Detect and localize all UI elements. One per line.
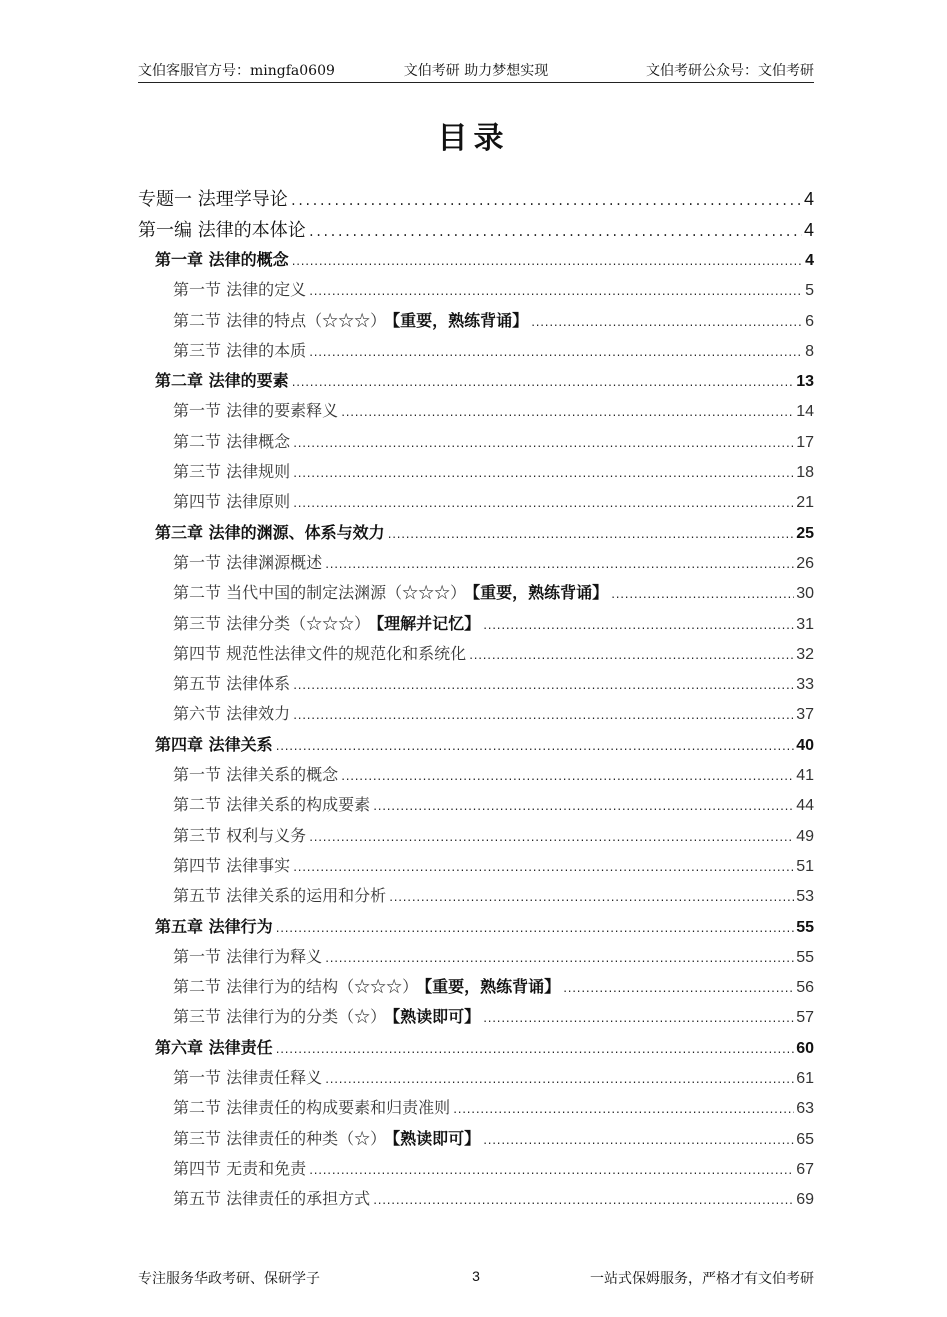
toc-page-number: 13 [796,373,814,391]
toc-page-number: 55 [796,948,814,966]
toc-entry[interactable] [138,1065,814,1095]
toc-entry-text: 第四章 法律关系 [155,734,273,754]
toc-page-number: 4 [803,220,814,240]
toc-entry-title [173,1126,480,1149]
toc-entry-text: 第三节 法律规则 [173,462,291,482]
dot-leader [340,772,794,783]
toc-entry[interactable] [138,671,814,701]
toc-entry[interactable] [138,883,814,913]
toc-page-number: 21 [796,494,814,512]
toc-page-number: 44 [796,797,814,815]
toc-entry-title [155,732,273,755]
toc-page-number: 18 [796,464,814,482]
toc-page-number: 30 [796,585,814,603]
dot-leader [372,802,794,813]
toc-entry-title [173,398,338,421]
toc-entry-title [155,520,385,543]
toc-entry[interactable] [138,277,814,307]
toc-entry-title [173,1095,450,1118]
toc-entry-text: 第三节 权利与义务 [173,825,307,845]
header-right-text: 文伯考研公众号：文伯考研 [646,63,814,79]
toc-entry-title [173,944,322,967]
toc-entry[interactable] [138,247,814,277]
toc-entry[interactable] [138,489,814,519]
dot-leader [275,1045,795,1056]
toc-entry-title [138,185,288,211]
dot-leader [324,954,794,965]
toc-page-number: 40 [796,736,814,754]
toc-entry-tag: 【熟读即可】 [392,1007,481,1027]
toc-entry-title [173,429,290,452]
dot-leader [308,833,794,844]
toc-page-number: 17 [796,433,814,451]
toc-entry[interactable] [138,762,814,792]
page-header [138,60,814,83]
toc-entry[interactable] [138,459,814,489]
toc-entry-text: 第三节 法律分类（☆☆☆） [173,613,371,633]
page-footer [138,1268,814,1288]
toc-entry[interactable] [138,732,814,762]
toc-page-number: 37 [796,706,814,724]
toc-entry-text: 第六节 法律效力 [173,704,291,724]
dot-leader [292,499,794,510]
dot-leader [275,924,795,935]
toc-page-number: 53 [796,888,814,906]
dot-leader [291,257,804,268]
toc-entry-title [155,1035,273,1058]
dot-leader [530,318,803,329]
toc-entry[interactable] [138,1095,814,1125]
toc-entry[interactable] [138,974,814,1004]
toc-entry-text: 第二节 法律关系的构成要素 [173,795,371,815]
footer-right-text: 一站式保姆服务，严格才有文伯考研 [590,1271,814,1287]
toc-entry-tag: 【熟读即可】 [392,1128,481,1148]
dot-leader [275,742,795,753]
toc-page-number: 8 [805,342,814,360]
toc-page-number: 51 [796,857,814,875]
toc-entry-text: 第一编 法律的本体论 [138,220,306,241]
toc-entry-title [173,459,290,482]
dot-leader [482,1136,794,1147]
toc-entry[interactable] [138,338,814,368]
toc-entry-title [173,883,386,906]
toc-page-number: 6 [805,312,814,330]
toc-entry-title [173,1004,480,1027]
toc-entry-title [173,762,338,785]
toc-entry[interactable] [138,550,814,580]
toc-page-number: 56 [796,979,814,997]
toc-entry-text: 第二节 法律概念 [173,431,291,451]
toc-entry[interactable] [138,1004,814,1034]
toc-entry[interactable] [138,520,814,550]
dot-leader [468,651,794,662]
toc-page-number: 49 [796,827,814,845]
toc-page-number: 32 [796,645,814,663]
toc-entry-text: 第三章 法律的渊源、体系与效力 [155,522,385,542]
toc-entry-title [173,277,306,300]
dot-leader [372,1196,794,1207]
toc-page-number: 26 [796,554,814,572]
toc-entry-text: 第五节 法律责任的承担方式 [173,1189,371,1209]
toc-entry-tag: 【理解并记忆】 [376,613,481,633]
toc-entry-title [173,489,290,512]
toc-entry[interactable] [138,641,814,671]
toc-page-number: 25 [796,524,814,542]
toc-entry-text: 第一节 法律行为释义 [173,946,323,966]
toc-page-number: 31 [796,615,814,633]
dot-leader [292,863,794,874]
toc-page-number: 60 [796,1039,814,1057]
dot-leader [387,530,795,541]
toc-entry-text: 第一节 法律的要素释义 [173,401,339,421]
toc-entry-text: 第四节 法律事实 [173,855,291,875]
toc-entry[interactable] [138,1035,814,1065]
toc-entry[interactable] [138,1126,814,1156]
toc-entry-title [173,701,290,724]
table-of-contents [138,185,814,1217]
header-center-text: 文伯考研 助力梦想实现 [403,63,549,79]
toc-entry[interactable] [138,185,814,216]
toc-entry[interactable] [138,823,814,853]
toc-entry-text: 第二节 当代中国的制定法渊源（☆☆☆） [173,583,467,603]
toc-page-number: 5 [805,282,814,300]
page-title: 目录 [437,121,510,156]
toc-entry-title [173,1065,322,1088]
toc-page-number: 55 [796,918,814,936]
toc-entry-text: 第五节 法律关系的运用和分析 [173,886,387,906]
toc-page-number: 14 [796,403,814,421]
toc-entry-text: 第三节 法律的本质 [173,340,307,360]
toc-entry[interactable] [138,792,814,822]
dot-leader [291,378,795,389]
toc-entry-title [173,641,466,664]
toc-entry[interactable] [138,944,814,974]
toc-entry[interactable] [138,611,814,641]
toc-page-number: 41 [796,767,814,785]
toc-entry-tag: 【重要，熟练背诵】 [472,583,609,603]
toc-entry-text: 第四节 规范性法律文件的规范化和系统化 [173,643,467,663]
dot-leader [482,621,794,632]
toc-entry-title [173,974,560,997]
dot-leader [292,439,794,450]
footer-left-text: 专注服务华政考研、保研学子 [138,1271,320,1287]
toc-entry-text: 第二节 法律行为的结构（☆☆☆） [173,977,419,997]
toc-entry-title [155,914,273,937]
dot-leader [388,893,794,904]
toc-page-number: 69 [796,1191,814,1209]
toc-page-number: 4 [803,189,814,209]
toc-entry-text: 第二章 法律的要素 [155,371,289,391]
toc-entry-title [173,580,608,603]
dot-leader [324,560,794,571]
toc-page-number: 63 [796,1100,814,1118]
toc-page-number: 67 [796,1160,814,1178]
toc-entry[interactable] [138,1186,814,1216]
dot-leader [482,1014,794,1025]
dot-leader [308,348,803,359]
dot-leader [308,287,803,298]
toc-entry-title [173,611,480,634]
toc-page-number: 33 [796,676,814,694]
toc-entry-text: 第一章 法律的概念 [155,250,289,269]
toc-entry-text: 第一节 法律关系的概念 [173,765,339,785]
toc-entry-title [173,823,306,846]
header-left-text: 文伯客服官方号：mingfa0609 [138,63,335,79]
dot-leader [562,984,794,995]
toc-entry-title [155,368,289,391]
toc-entry-text: 第一节 法律的定义 [173,280,307,300]
toc-page-number: 61 [796,1070,814,1088]
toc-entry-title [173,338,306,361]
toc-entry[interactable] [138,1156,814,1186]
toc-entry-title [173,1186,370,1209]
toc-entry-title [173,1156,306,1179]
toc-page-number: 57 [796,1009,814,1027]
toc-entry-title [155,247,289,270]
toc-entry-text: 第六章 法律责任 [155,1037,273,1057]
dot-leader [308,1166,794,1177]
footer-page-number: 3 [472,1268,480,1284]
toc-page-number: 65 [796,1130,814,1148]
dot-leader [292,469,794,480]
toc-entry-text: 第五章 法律行为 [155,916,273,936]
dot-leader [292,681,794,692]
dot-leader [324,1075,794,1086]
toc-entry-text: 第一节 法律渊源概述 [173,552,323,572]
toc-entry-title [173,671,290,694]
toc-entry[interactable] [138,368,814,398]
toc-entry[interactable] [138,701,814,731]
toc-entry-text: 第二节 法律责任的构成要素和归责准则 [173,1098,451,1118]
dot-leader [610,590,794,601]
toc-entry[interactable] [138,398,814,428]
toc-entry[interactable] [138,853,814,883]
dot-leader [290,194,802,208]
toc-entry-title [173,550,322,573]
dot-leader [308,225,802,239]
toc-entry-title [138,216,306,242]
toc-entry-text: 第四节 无责和免责 [173,1158,307,1178]
toc-entry-title [173,792,370,815]
toc-entry-text: 第五节 法律体系 [173,674,291,694]
toc-entry-tag: 【重要，熟练背诵】 [424,977,561,997]
toc-entry-title [173,308,528,331]
toc-entry[interactable] [138,580,814,610]
dot-leader [452,1105,794,1116]
toc-entry[interactable] [138,308,814,338]
toc-entry-text: 第三节 法律责任的种类（☆） [173,1128,387,1148]
toc-entry-text: 第一节 法律责任释义 [173,1068,323,1088]
toc-entry-text: 第四节 法律原则 [173,492,291,512]
toc-entry[interactable] [138,216,814,247]
toc-entry-text: 第三节 法律行为的分类（☆） [173,1007,387,1027]
toc-entry-text: 第二节 法律的特点（☆☆☆） [173,310,387,330]
toc-entry-title [173,853,290,876]
dot-leader [340,408,794,419]
toc-page-number: 4 [805,252,814,269]
dot-leader [292,711,794,722]
toc-entry[interactable] [138,429,814,459]
toc-entry[interactable] [138,914,814,944]
toc-entry-tag: 【重要，熟练背诵】 [392,310,529,330]
toc-entry-text: 专题一 法理学导论 [138,189,288,210]
